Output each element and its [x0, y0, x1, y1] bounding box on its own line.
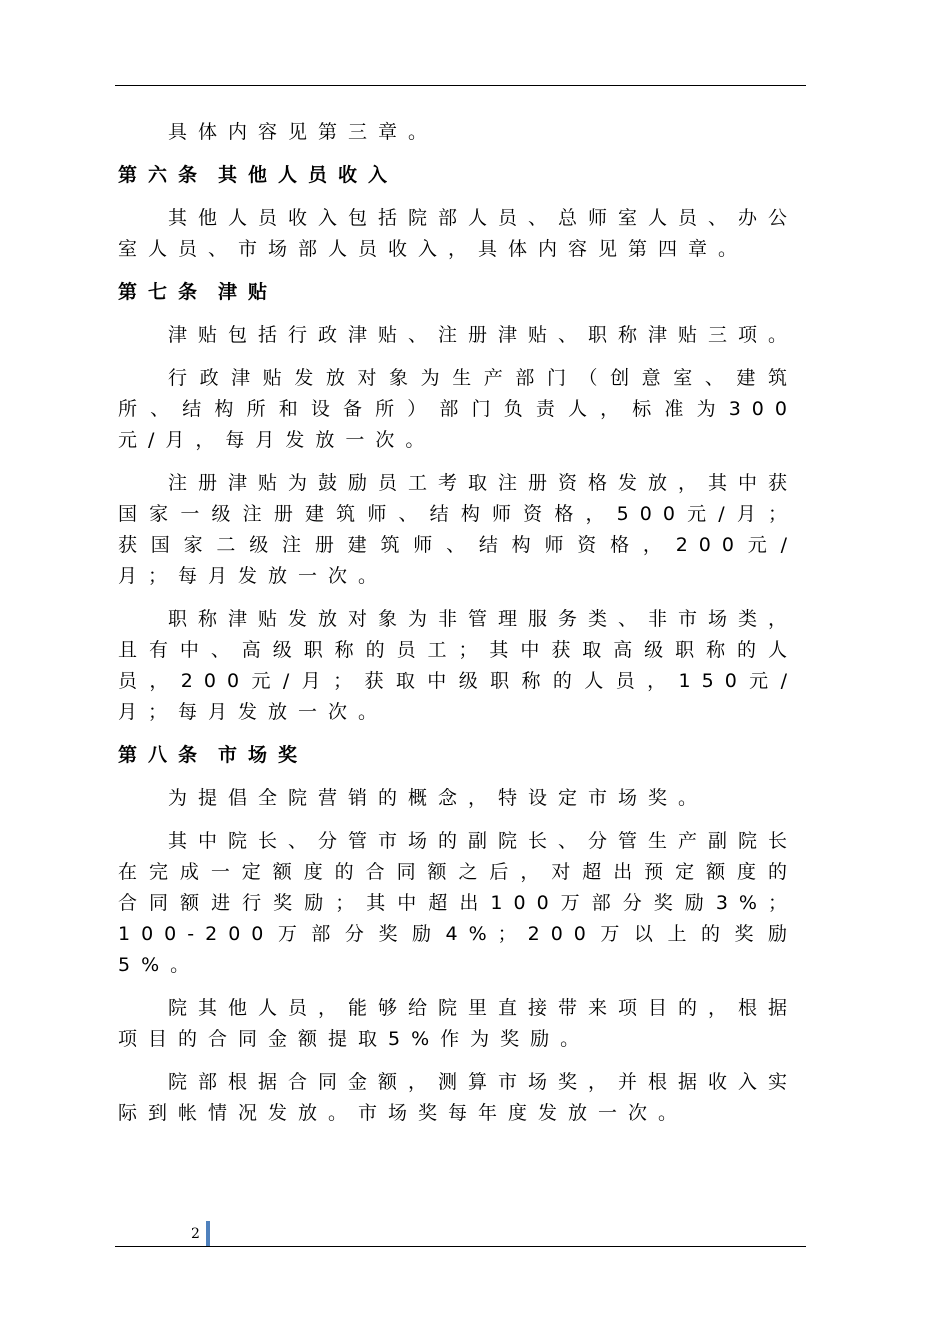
paragraph: 注册津贴为鼓励员工考取注册资格发放，其中获国家一级注册建筑师、结构师资格，500元/月；获国家二级注册建筑师、结构师资格，200元/月；每月发放一次。 — [118, 472, 799, 587]
paragraph: 具体内容见第三章。 — [168, 121, 439, 143]
page-number: 2 — [191, 1226, 200, 1242]
article-heading-7 — [118, 277, 798, 308]
paragraph: 院部根据合同金额，测算市场奖，并根据收入实际到帐情况发放。市场奖每年度发放一次。 — [118, 1071, 799, 1124]
article-title: 市场奖 — [218, 744, 309, 766]
document-body — [118, 117, 798, 1141]
footer-rule — [115, 1246, 806, 1247]
paragraph: 津贴包括行政津贴、注册津贴、职称津贴三项。 — [168, 324, 799, 346]
page-accent-bar — [206, 1221, 210, 1247]
article-heading-6 — [118, 160, 798, 191]
article-title: 其他人员收入 — [218, 164, 399, 186]
paragraph: 其中院长、分管市场的副院长、分管生产副院长在完成一定额度的合同额之后，对超出预定额度的合同额进行奖励；其中超出100万部分奖励3%；100-200万部分奖励4%；200万以上的奖励5%。 — [118, 830, 799, 976]
article-number: 第七条 — [118, 281, 209, 303]
paragraph: 职称津贴发放对象为非管理服务类、非市场类，且有中、高级职称的员工；其中获取高级职称的人员，200元/月；获取中级职称的人员，150元/月；每月发放一次。 — [118, 608, 799, 723]
page-footer — [191, 1221, 210, 1247]
article-number: 第八条 — [118, 744, 209, 766]
header-rule — [115, 85, 806, 86]
article-heading-8 — [118, 740, 798, 771]
paragraph: 为提倡全院营销的概念，特设定市场奖。 — [168, 787, 709, 809]
article-number: 第六条 — [118, 164, 209, 186]
paragraph: 院其他人员，能够给院里直接带来项目的，根据项目的合同金额提取5%作为奖励。 — [118, 997, 799, 1050]
article-title: 津贴 — [218, 281, 279, 303]
paragraph: 行政津贴发放对象为生产部门（创意室、建筑所、结构所和设备所）部门负责人，标准为300元/月，每月发放一次。 — [118, 367, 798, 451]
paragraph: 其他人员收入包括院部人员、总师室人员、办公室人员、市场部人员收入，具体内容见第四章。 — [118, 207, 799, 260]
